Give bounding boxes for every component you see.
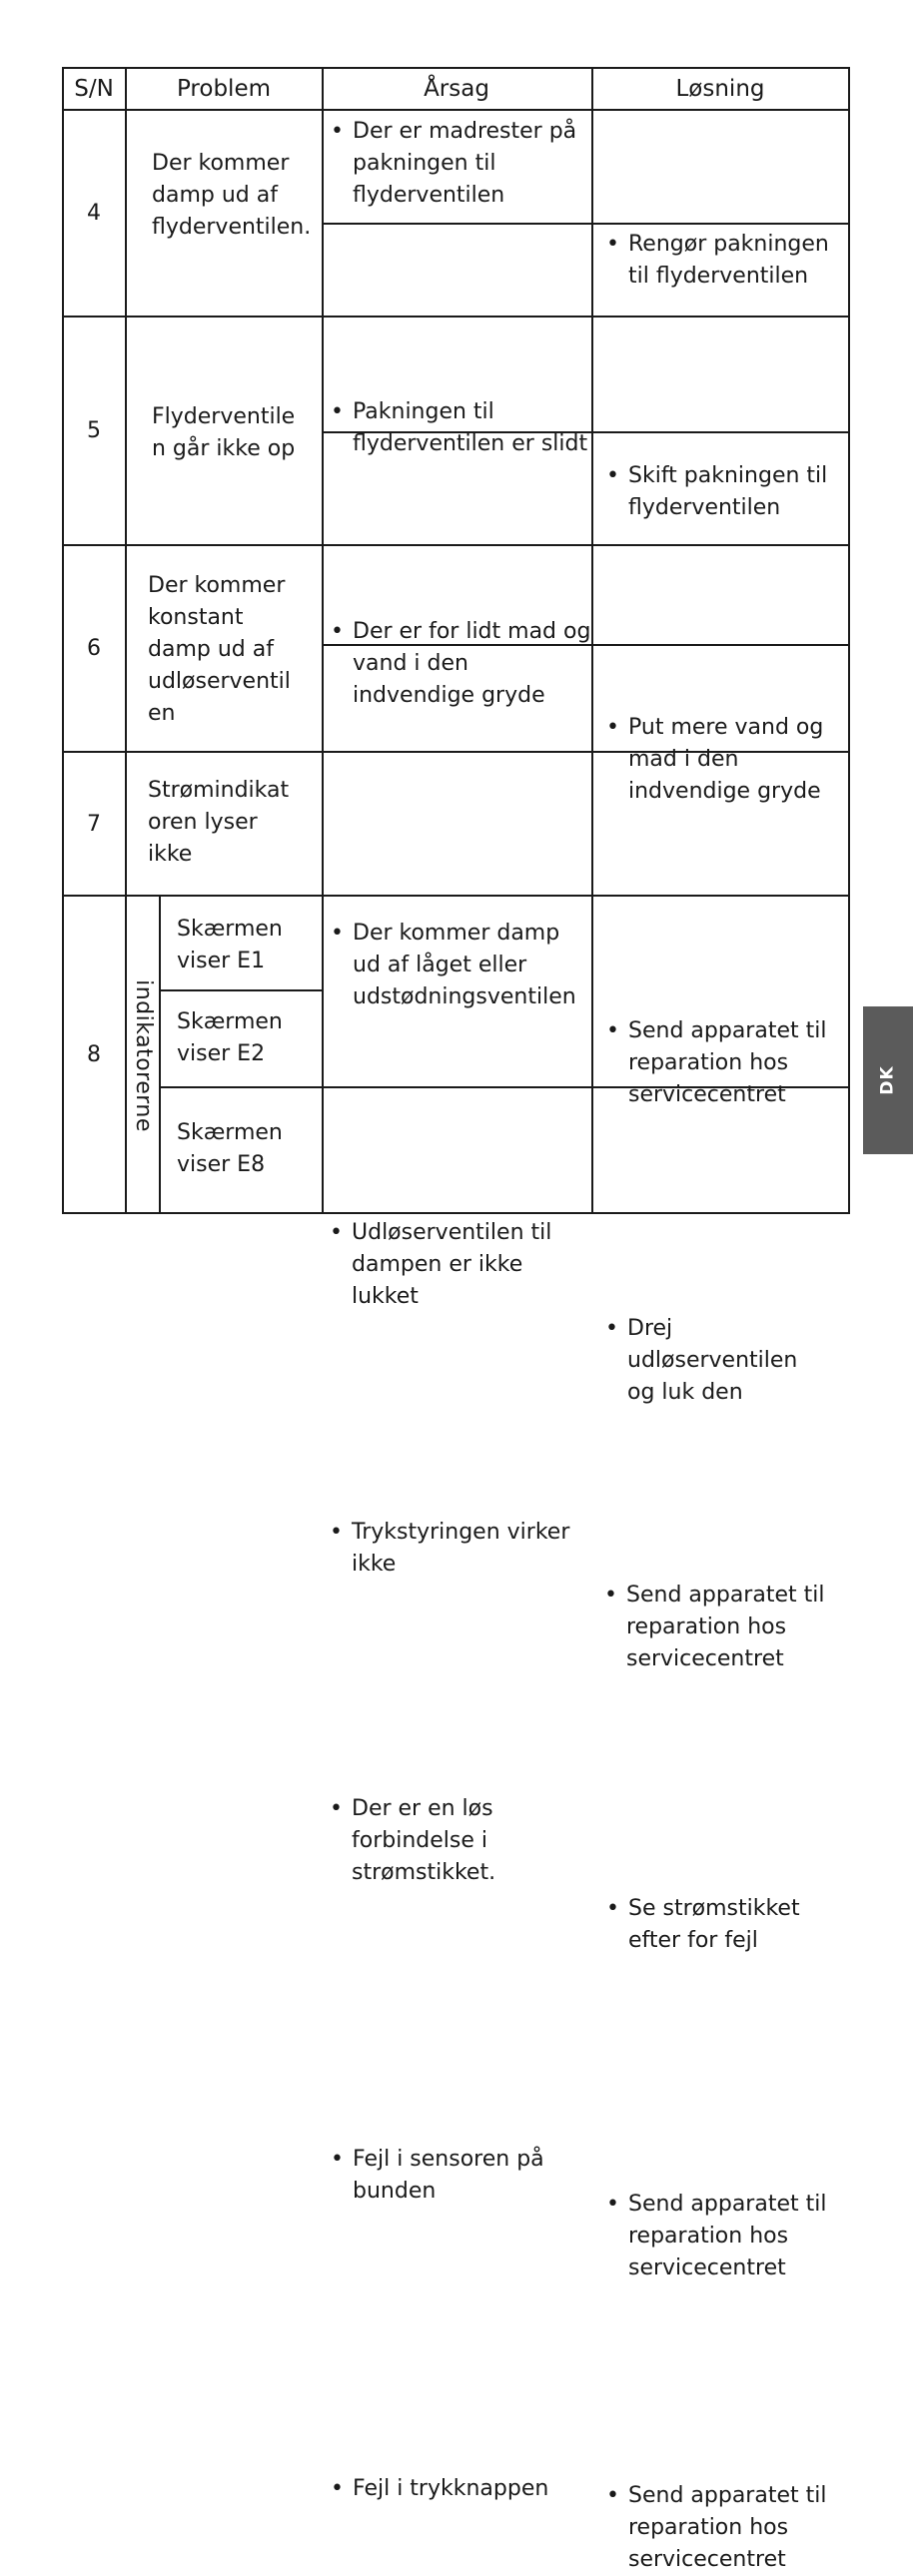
row-number: 5 (87, 418, 101, 443)
sub-row-divider (322, 223, 850, 225)
row-number: 8 (87, 1042, 101, 1067)
solution-text: • Se strømstikket efter for fejl (602, 1893, 850, 1957)
cause-text: • Fejl i sensoren på bunden (327, 2144, 592, 2208)
row-divider (62, 544, 850, 546)
solution-text: • Skift pakningen til flyderventilen (602, 460, 850, 524)
problem-text: Strømindikat oren lyser ikke (148, 778, 290, 867)
cause-text: • Der er for lidt mad og vand i den indvendige gryde (327, 616, 592, 712)
row-divider (62, 316, 850, 318)
row-number: 7 (87, 811, 101, 837)
sub-row-divider (159, 989, 323, 991)
problem-text: Der kommer damp ud af flyderventilen. (152, 151, 312, 240)
language-tab-label: DK (877, 1065, 898, 1095)
problem-text: Flyderventile n går ikke op (152, 404, 296, 461)
display-code-e2: Skærmen viser E2 (177, 1009, 283, 1066)
cause-text: • Pakningen til flyderventilen er slidt (327, 396, 592, 460)
row-number: 4 (87, 201, 101, 226)
header-solution: Løsning (675, 76, 765, 102)
display-code-e1: Skærmen viser E1 (177, 917, 283, 973)
indicator-group-label (126, 897, 160, 1214)
cause-text: • Fejl i trykknappen (327, 2473, 592, 2505)
solution-text: • Drej udløserventilen og luk den (601, 1313, 849, 1409)
header-problem: Problem (176, 76, 272, 102)
row-divider (62, 895, 850, 897)
solution-text: • Rengør pakningen til flyderventilen (602, 229, 850, 293)
row-number: 6 (87, 636, 101, 661)
header-cause: Årsag (424, 76, 489, 102)
table-border-bottom (62, 1212, 850, 1214)
language-tab (863, 1006, 913, 1154)
problem-text: Der kommer konstant damp ud af udløserventil en (148, 573, 291, 726)
display-code-e8: Skærmen viser E8 (177, 1120, 283, 1177)
solution-text: • Send apparatet til reparation hos servicecentret (602, 2189, 850, 2284)
solution-text: • Send apparatet til reparation hos servicecentret (600, 1580, 848, 1675)
indicator-group-text: indikatorerne (130, 978, 156, 1132)
solution-text: • Send apparatet til reparation hos servicecentret (602, 1015, 850, 1111)
header-sn: S/N (74, 76, 114, 102)
column-divider (322, 67, 324, 1214)
cause-text: • Der kommer damp ud af låget eller udstødningsventilen (327, 918, 592, 1013)
cause-text: • Udløserventilen til dampen er ikke lukket (326, 1217, 591, 1313)
cause-text: • Der er madrester på pakningen til flyderventilen (327, 116, 592, 212)
solution-text: • Put mere vand og mad i den indvendige gryde (602, 712, 850, 808)
cause-text: • Trykstyringen virker ikke (326, 1517, 591, 1581)
cause-text: • Der er en løs forbindelse i strømstikket. (326, 1793, 591, 1889)
solution-text: • Send apparatet til reparation hos servicecentret (602, 2480, 850, 2576)
